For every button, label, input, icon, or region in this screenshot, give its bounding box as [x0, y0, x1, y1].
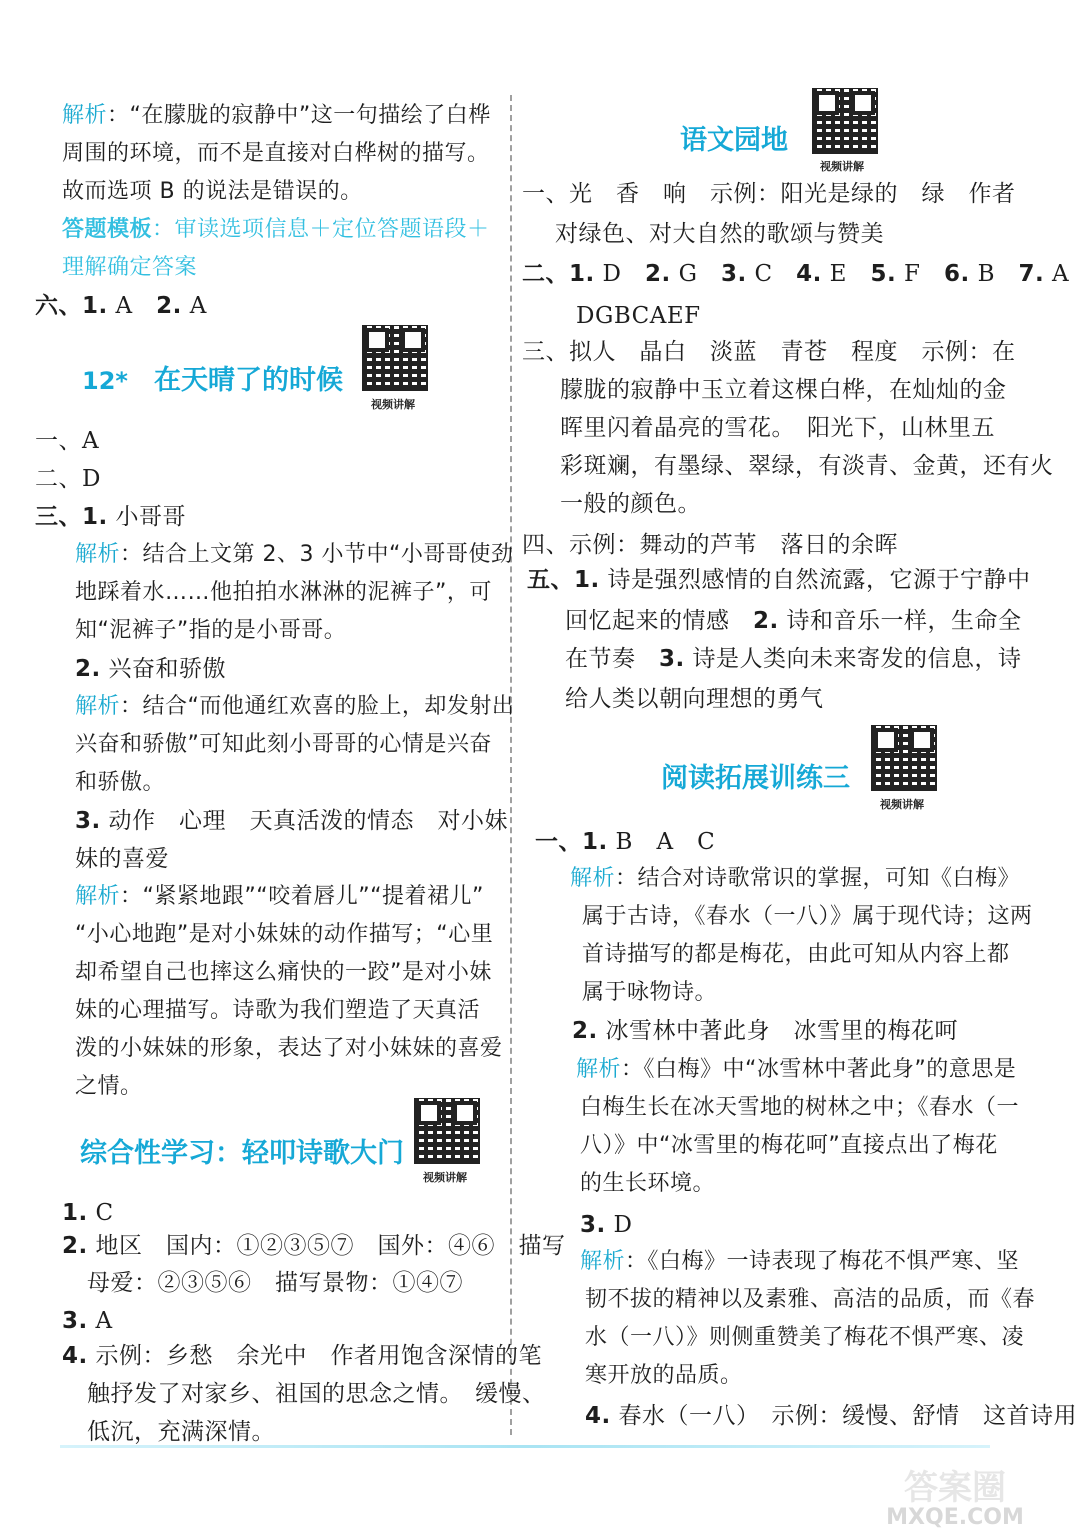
answer-line: 晖里闪着晶亮的雪花。 阳光下，山林里五	[560, 415, 995, 441]
answer-text: 冰雪林中著此身 冰雪里的梅花呵	[597, 1018, 959, 1044]
analysis-line	[576, 1057, 1016, 1083]
answer-text: F	[896, 261, 945, 287]
analysis-line: 周围的环境，而不是直接对白桦树的描写。	[62, 141, 490, 166]
analysis-text: ：《白梅》一诗表现了梅花不惧严寒、坚	[625, 1249, 1020, 1274]
analysis-label: 解析	[570, 866, 616, 891]
answer-line: 触抒发了对家乡、祖国的思念之情。 缓慢、	[87, 1381, 546, 1407]
answer-line	[580, 1212, 633, 1238]
analysis-line: 属于咏物诗。	[582, 980, 718, 1005]
answer-text: 诗是强烈感情的自然流露，它源于宁静中	[599, 567, 1031, 593]
qr-caption: 视频讲解	[423, 1171, 467, 1184]
answer-line: 一、A	[35, 428, 100, 454]
analysis-text: ：结合对诗歌常识的掌握，可知《白梅》	[615, 866, 1021, 891]
answer-line: 四、示例：舞动的芦苇 落日的余晖	[522, 532, 898, 558]
question-number: 五、1.	[527, 567, 600, 593]
qr-caption: 视频讲解	[820, 160, 864, 173]
analysis-line: 的生长环境。	[580, 1171, 716, 1196]
answer-line	[75, 808, 508, 834]
answer-line: DGBCAEF	[576, 303, 701, 329]
question-number: 六、1.	[35, 293, 108, 319]
analysis-line: 首诗描写的都是梅花，由此可知从内容上都	[582, 942, 1010, 967]
answer-text: G	[670, 261, 721, 287]
watermark	[880, 1470, 1030, 1530]
analysis-text: ：结合“而他通红欢喜的脸上，却发射出	[120, 694, 515, 719]
answer-text: A	[87, 1308, 113, 1334]
qr-caption: 视频讲解	[880, 798, 924, 811]
answer-text: 示例：乡愁 余光中 作者用饱含深情的笔	[87, 1343, 543, 1369]
analysis-line: 韧不拔的精神以及素雅、高洁的品质，而《春	[585, 1287, 1036, 1312]
question-number: 一、1.	[535, 829, 608, 855]
answer-text: C	[746, 261, 797, 287]
watermark-url: MXQE.COM	[886, 1505, 1024, 1530]
answer-line	[535, 829, 715, 855]
question-number: 3.	[75, 808, 101, 834]
answer-template-line: 理解确定答案	[62, 255, 198, 280]
question-number: 4.	[796, 261, 822, 287]
footer-rule	[60, 1445, 990, 1448]
analysis-label: 解析	[75, 542, 121, 567]
answer-line: 给人类以朝向理想的勇气	[565, 686, 824, 712]
answer-template-label: 答题模板	[62, 217, 153, 242]
qr-code-icon[interactable]	[812, 88, 878, 154]
analysis-line: 和骄傲。	[75, 770, 166, 795]
answer-line: 对绿色、对大自然的歌颂与赞美	[555, 221, 884, 247]
answer-text: 诗是人类向未来寄发的信息，诗	[684, 646, 1022, 672]
answer-text: A	[1044, 261, 1070, 287]
analysis-line: 水（一八）》则侧重赞美了梅花不惧严寒、凌	[585, 1325, 1025, 1350]
answer-text: D	[594, 261, 646, 287]
answer-template-line	[62, 217, 490, 243]
answer-line	[522, 261, 1069, 287]
analysis-line	[62, 103, 491, 129]
section-heading-yuedu: 阅读拓展训练三	[661, 763, 850, 794]
analysis-line	[75, 542, 513, 568]
question-number: 2.	[75, 656, 101, 682]
qr-code-icon[interactable]	[871, 725, 937, 791]
answer-line	[527, 567, 1031, 593]
analysis-line: 却希望自己也摔这么痛快的一跤”是对小妹	[75, 960, 492, 985]
question-number: 2.	[753, 608, 779, 634]
analysis-line: 寒开放的品质。	[585, 1363, 743, 1388]
question-number: 2.	[62, 1233, 88, 1259]
question-number: 7.	[1018, 261, 1045, 287]
analysis-line: 地踩着水……他拍拍水淋淋的泥裤子”，可	[75, 580, 492, 605]
question-number: 2.	[156, 293, 182, 319]
answer-text: 小哥哥	[107, 504, 187, 530]
answer-text: 动作 心理 天真活泼的情态 对小妹	[100, 808, 509, 834]
answer-text: A	[107, 293, 157, 319]
question-number: 2.	[645, 261, 671, 287]
question-number: 3.	[580, 1212, 606, 1238]
answer-line: 一般的颜色。	[560, 491, 701, 517]
analysis-text: ：“紧紧地跟”“咬着唇儿”“提着裙儿”	[120, 884, 484, 909]
answer-line	[62, 1308, 113, 1334]
analysis-line: 兴奋和骄傲”可知此刻小哥哥的心情是兴奋	[75, 732, 492, 757]
analysis-line: 妹的心理描写。诗歌为我们塑造了天真活	[75, 998, 481, 1023]
answer-text: 诗和音乐一样，生命全	[778, 608, 1022, 634]
answer-line: 三、拟人 晶白 淡蓝 青苍 程度 示例：在	[522, 339, 1016, 365]
question-number: 3.	[659, 646, 685, 672]
analysis-label: 解析	[62, 103, 108, 128]
section-heading-12	[82, 358, 343, 397]
answer-line: 低沉，充满深情。	[87, 1419, 275, 1445]
analysis-line: 知“泥裤子”指的是小哥哥。	[75, 618, 347, 643]
answer-text: 在节奏	[565, 646, 659, 672]
answer-text: C	[87, 1200, 114, 1226]
question-number: 3.	[720, 261, 747, 287]
qr-caption: 视频讲解	[371, 398, 415, 411]
question-number: 3.	[62, 1308, 88, 1334]
analysis-line	[580, 1249, 1019, 1275]
answer-line	[62, 1233, 566, 1259]
question-number: 二、1.	[522, 261, 595, 287]
answer-line	[62, 1200, 114, 1226]
question-number: 5.	[870, 261, 897, 287]
question-number: 2.	[572, 1018, 598, 1044]
section-heading-zonghe: 综合性学习：轻叩诗歌大门	[80, 1138, 404, 1169]
answer-line: 二、D	[35, 466, 101, 492]
question-number: 4.	[62, 1343, 88, 1369]
analysis-line	[75, 884, 484, 910]
analysis-text: ：结合上文第 2、3 小节中“小哥哥使劲	[120, 542, 514, 567]
answer-template-text: ：审读选项信息＋定位答题语段＋	[152, 217, 490, 242]
answer-text: E	[821, 261, 871, 287]
answer-line: 妹的喜爱	[75, 846, 169, 872]
analysis-label: 解析	[580, 1249, 626, 1274]
answer-text: 兴奋和骄傲	[100, 656, 227, 682]
question-number: 4.	[585, 1403, 611, 1429]
analysis-text: ：“在朦胧的寂静中”这一句描绘了白桦	[107, 103, 491, 128]
answer-text: B	[969, 261, 1019, 287]
analysis-line: 白梅生长在冰天雪地的树林之中；《春水（一	[580, 1095, 1020, 1120]
answer-line	[565, 646, 1022, 672]
section-heading-yuwen: 语文园地	[680, 125, 788, 156]
answer-text: 地区 国内：①②③⑤⑦ 国外：④⑥ 描写	[87, 1233, 566, 1259]
qr-code-icon[interactable]	[414, 1098, 480, 1164]
answer-line	[572, 1018, 958, 1044]
analysis-label: 解析	[576, 1057, 622, 1082]
question-number: 三、1.	[35, 504, 108, 530]
question-number: 6.	[944, 261, 970, 287]
qr-code-icon[interactable]	[362, 325, 428, 391]
answer-line: 彩斑斓，有墨绿、翠绿，有淡青、金黄，还有火	[560, 453, 1054, 479]
question-number: 1.	[62, 1200, 88, 1226]
answer-line	[585, 1403, 1077, 1429]
analysis-line	[570, 866, 1020, 892]
analysis-line: 故而选项 B 的说法是错误的。	[62, 179, 363, 204]
answer-text: B A C	[607, 829, 716, 855]
analysis-line: 属于古诗，《春水（一八）》属于现代诗；这两	[582, 904, 1033, 929]
section-title: 在天晴了的时候	[153, 365, 343, 396]
section-number: 12*	[82, 367, 128, 395]
answer-text: D	[605, 1212, 633, 1238]
analysis-line	[75, 694, 514, 720]
answer-line	[35, 504, 186, 530]
analysis-line: 之情。	[75, 1074, 143, 1099]
analysis-line: 八）》中“冰雪里的梅花呵”直接点出了梅花	[580, 1133, 998, 1158]
analysis-label: 解析	[75, 694, 121, 719]
answer-line	[62, 1343, 542, 1369]
analysis-text: ：《白梅》中“冰雪林中著此身”的意思是	[621, 1057, 1017, 1082]
answer-line: 一、光 香 响 示例：阳光是绿的 绿 作者	[522, 181, 1016, 207]
answer-line	[565, 608, 1022, 634]
answer-text: 回忆起来的情感	[565, 608, 753, 634]
analysis-label: 解析	[75, 884, 121, 909]
answer-line	[35, 293, 207, 319]
answer-line: 母爱：②③⑤⑥ 描写景物：①④⑦	[87, 1270, 463, 1296]
watermark-logo: 答案圈	[904, 1468, 1006, 1508]
analysis-line: 泼的小妹妹的形象，表达了对小妹妹的喜爱	[75, 1036, 503, 1061]
answer-line: 朦胧的寂静中玉立着这棵白桦，在灿灿的金	[560, 377, 1007, 403]
answer-text: A	[181, 293, 207, 319]
answer-line	[75, 656, 226, 682]
answer-text: 春水（一八） 示例：缓慢、舒情 这首诗用	[610, 1403, 1077, 1429]
analysis-line: “小心地跑”是对小妹妹的动作描写；“心里	[75, 922, 494, 947]
